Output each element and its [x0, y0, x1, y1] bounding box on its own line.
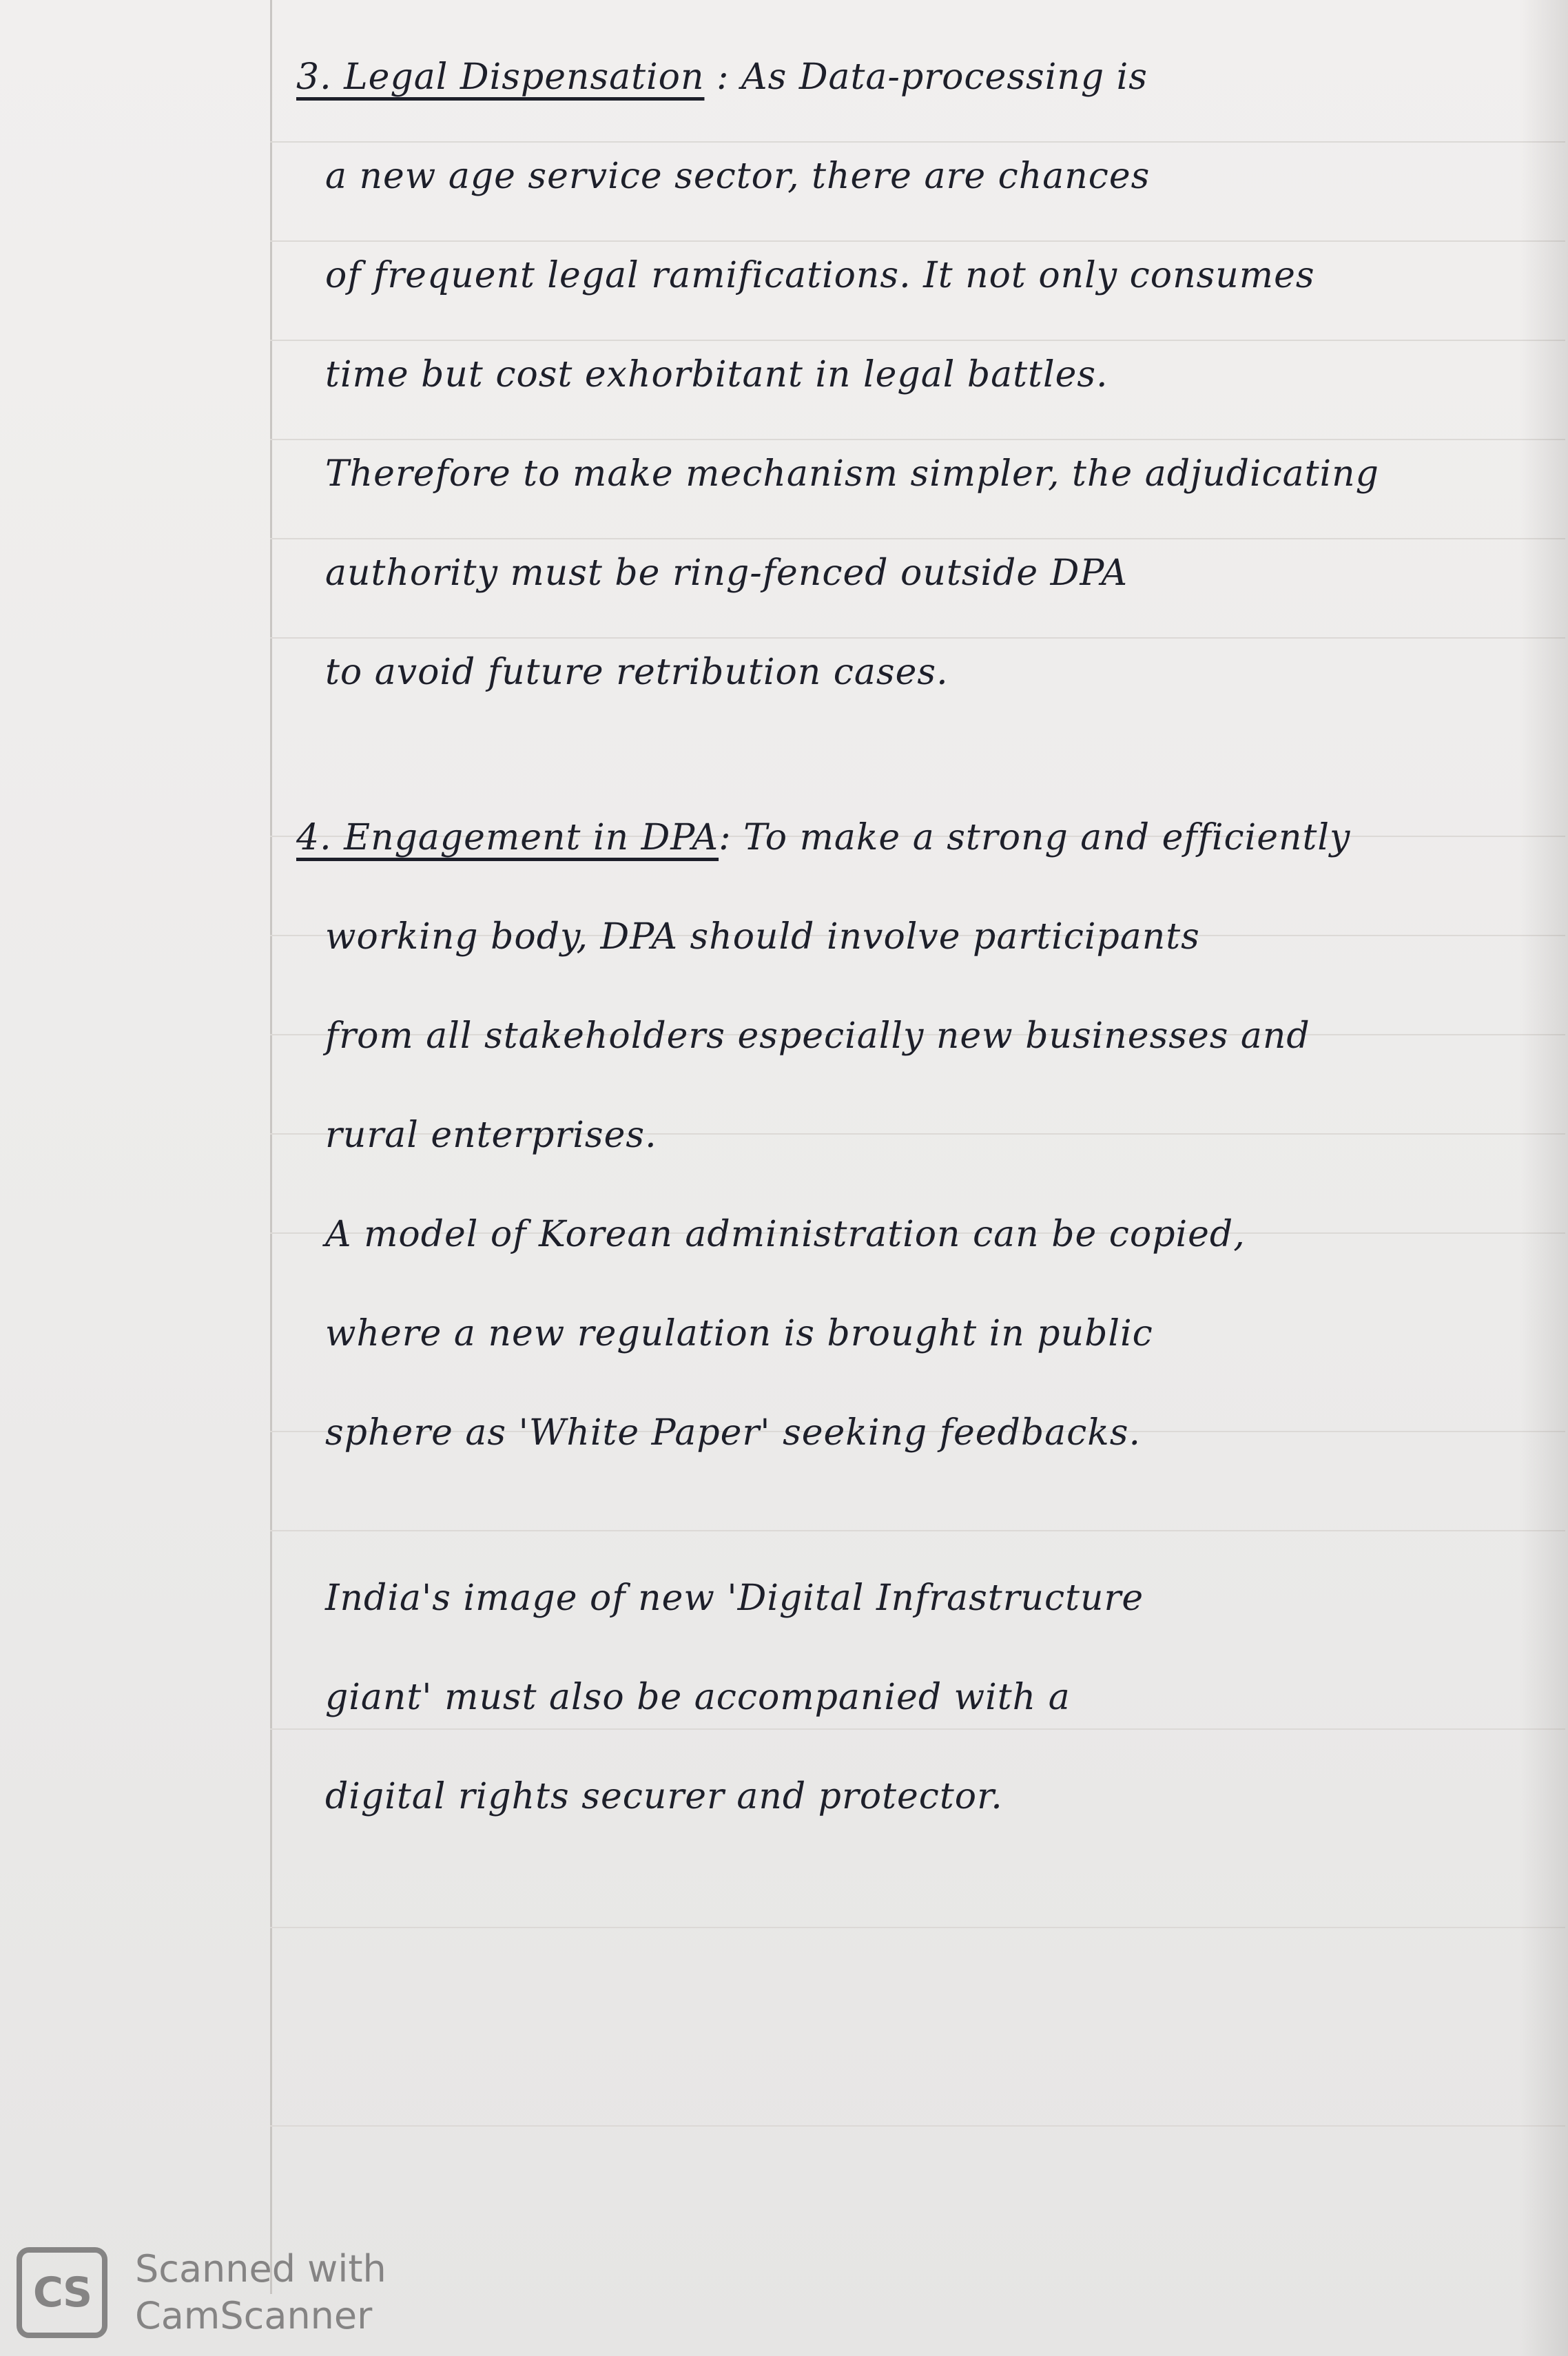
- watermark-line-1: Scanned with: [135, 2247, 386, 2291]
- text-line: sphere as 'White Paper' seeking feedbacks.: [325, 1412, 1141, 1454]
- text-line: authority must be ring-fenced outside DPA: [325, 552, 1128, 594]
- text-line: time but cost exhorbitant in legal battles.: [325, 354, 1108, 395]
- handwritten-notes: [296, 28, 1523, 1846]
- watermark-line-2: CamScanner: [135, 2294, 373, 2337]
- text-line: [296, 28, 1523, 127]
- text-line: India's image of new 'Digital Infrastructure: [325, 1578, 1144, 1619]
- margin-line: [270, 0, 272, 2294]
- text-line: giant' must also be accompanied with a: [325, 1677, 1071, 1718]
- text-line: where a new regulation is brought in public: [325, 1313, 1153, 1354]
- text-line: working body, DPA should involve participants: [325, 916, 1200, 958]
- paragraph-heading: 3. Legal Dispensation: [296, 56, 705, 98]
- text-line: A model of Korean administration can be copied,: [325, 1214, 1246, 1255]
- text-line: of frequent legal ramifications. It not only consumes: [325, 255, 1315, 296]
- paragraph-conclusion: [296, 1549, 1523, 1846]
- paragraph-text: : As Data-processing is: [716, 56, 1148, 98]
- paragraph-heading: 4. Engagement in DPA: [296, 817, 719, 858]
- watermark-text: [135, 2246, 386, 2339]
- ruled-line: [270, 2125, 1565, 2127]
- ruled-line: [270, 1927, 1565, 1928]
- text-line: from all stakeholders especially new businesses and: [325, 1015, 1310, 1057]
- camscanner-logo-icon: CS: [17, 2247, 107, 2338]
- paragraph-legal-dispensation: [296, 28, 1523, 722]
- text-line: rural enterprises.: [325, 1115, 657, 1156]
- text-line: a new age service sector, there are chances: [325, 156, 1151, 197]
- text-line: Therefore to make mechanism simpler, the adjudicating: [325, 453, 1379, 495]
- text-line: [296, 788, 1523, 887]
- text-line: to avoid future retribution cases.: [325, 652, 949, 693]
- paragraph-engagement-in-dpa: [296, 788, 1523, 1482]
- camscanner-watermark: [17, 2244, 386, 2341]
- text-line: digital rights securer and protector.: [325, 1776, 1003, 1817]
- paragraph-text: : To make a strong and efficiently: [719, 817, 1351, 858]
